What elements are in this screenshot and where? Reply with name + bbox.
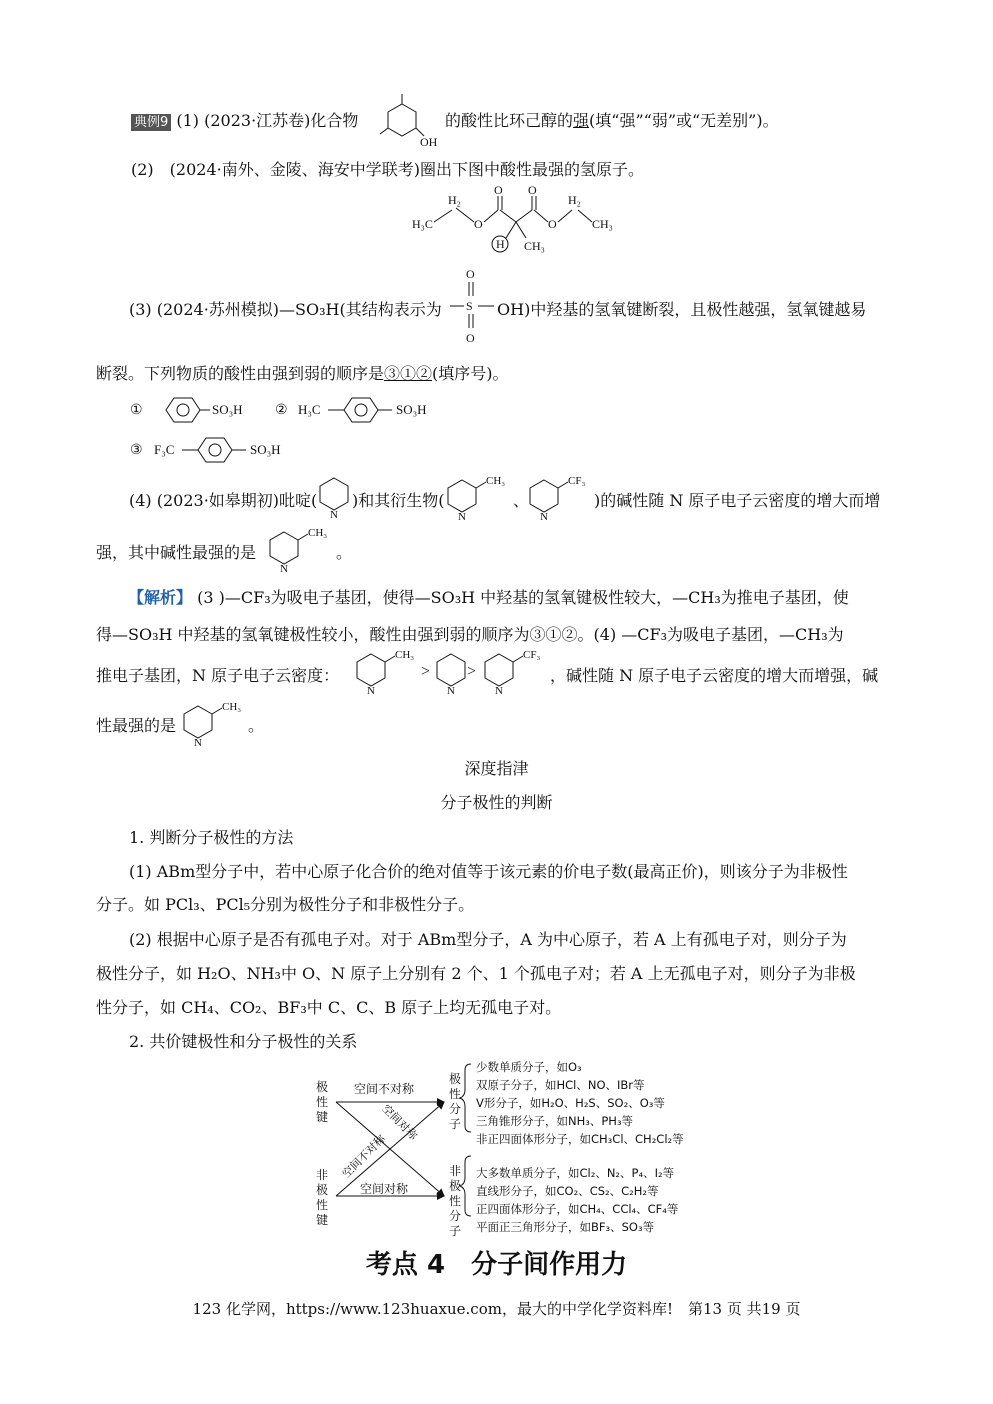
polarity-diagram <box>316 1056 716 1238</box>
guide-p2-l3: 性分子，如 CH₄、CO₂、BF₃中 C、C、B 原子上均无孤电子对。 <box>96 998 562 1017</box>
guide-p1-l1: (1) ABm型分子中，若中心原子化合价的绝对值等于该元素的价电子数(最高正价)，则该分子为非极性 <box>129 862 848 881</box>
ans-ch3: CH₃ <box>308 527 328 539</box>
opt3-group: SO₃H <box>250 442 281 457</box>
page-footer: 123 化学网，https://www.123huaxue.com，最大的中学化学资料库! 第13 页 共19 页 <box>192 1300 801 1318</box>
asym-top-label: 空间不对称 <box>354 1082 415 1096</box>
p3-post: OH)中羟基的氢氧键断裂，且极性越强，氢氧键越易 <box>497 300 867 319</box>
tfp-n: N <box>540 511 548 523</box>
guide-subtitle: 分子极性的判断 <box>440 793 553 812</box>
pyridine-structure <box>316 474 354 520</box>
opt3-left: F₃C <box>154 442 175 457</box>
d2-n: N <box>447 685 455 697</box>
d1-n: N <box>367 685 375 697</box>
guide-heading-2: 2. 共价键极性和分子极性的关系 <box>129 1032 358 1051</box>
o-label-left: O <box>474 217 483 231</box>
polar-examples <box>476 1058 684 1148</box>
analysis-line-1 <box>128 585 849 608</box>
guide-p2-l2: 极性分子，如 H₂O、NH₃中 O、N 原子上分别有 2 个、1 个孤电子对；若 A 上无孤电子对，则分子为非极 <box>96 964 856 983</box>
d3-cf3: CF₃ <box>523 649 541 661</box>
s-o-bottom: O <box>466 331 475 345</box>
a4-n: N <box>194 737 202 749</box>
ch3-bottom: CH₃ <box>524 239 545 253</box>
opt3-num: ③ <box>130 443 143 458</box>
polar-example: 少数单质分子，如O₃ <box>476 1060 582 1074</box>
p4-end: 。 <box>336 543 353 562</box>
h2-label: H₂ <box>448 193 461 207</box>
analysis-l1: (3 )—CF₃为吸电子基团，使得—SO₃H 中羟基的氢氧键极性较大，—CH₃为推电子基团，使 <box>197 588 849 607</box>
polar-example: 三角锥形分子，如NH₃、PH₃等 <box>476 1114 634 1128</box>
analysis-answer-structure <box>180 700 252 749</box>
o-label-right: O <box>548 217 557 231</box>
sym-bottom-label: 空间对称 <box>360 1182 409 1196</box>
guide-p2-l1: (2) 根据中心原子是否有孤电子对。对于 ABm型分子，A 为中心原子，若 A 上有孤电子对，则分子为 <box>129 930 847 949</box>
analysis-line-3-post: ，碱性随 N 原子电子云密度的增大而增强，碱 <box>550 666 879 685</box>
nonpolar-molecule-label: 非极性分子 <box>449 1164 462 1238</box>
a4-ch3: CH₃ <box>222 701 242 713</box>
ans-n: N <box>280 563 288 575</box>
section-title: 考点 4 分子间作用力 <box>365 1250 628 1280</box>
p3-prefix: (3) (2024·苏州模拟)—SO₃H(其结构表示为 <box>129 300 442 319</box>
p2-text: (2) (2024·南外、金陵、海安中学联考)圈出下图中酸性最强的氢原子。 <box>131 160 644 179</box>
asym-cross-label: 空间不对称 <box>339 1132 388 1181</box>
example-tag: 典例9 <box>131 114 171 131</box>
d3-n: N <box>495 685 503 697</box>
h3c-label: H₃C <box>412 217 433 231</box>
nonpolar-example: 大多数单质分子，如Cl₂、N₂、P₄、I₂等 <box>476 1166 675 1180</box>
p4-pre: (4) (2023·如皋期初)吡啶( <box>129 491 318 510</box>
oh-label: OH <box>420 135 438 149</box>
answer-methylpyridine <box>266 526 338 575</box>
nonpolar-example: 正四面体形分子，如CH₄、CCl₄、CF₄等 <box>476 1202 679 1216</box>
opt1-num: ① <box>130 403 143 418</box>
opt1-group: SO₃H <box>212 402 243 417</box>
methylpyridine-structure <box>444 474 516 523</box>
density-order-structures <box>353 648 551 697</box>
sulfonic-structure <box>448 266 498 344</box>
guide-p1-l2: 分子。如 PCl₃、PCl₅分别为极性分子和非极性分子。 <box>96 895 475 914</box>
carbonyl-o-right: O <box>528 183 537 197</box>
gt-1: > <box>421 663 431 680</box>
pyridine-n: N <box>330 509 338 521</box>
circled-h: H <box>496 237 505 251</box>
nonpolar-bond-label: 非极性键 <box>316 1168 329 1227</box>
p1-prefix: (1) (2023·江苏卷)化合物 <box>176 111 359 130</box>
dimethylphenol-structure <box>372 92 442 148</box>
polar-example: V形分子，如H₂O、H₂S、SO₂、O₃等 <box>476 1096 665 1110</box>
polar-bond-label: 极性键 <box>316 1080 329 1124</box>
malonate-structure <box>412 183 622 256</box>
opt2-left: H₃C <box>298 402 321 417</box>
p4-post: )的碱性随 N 原子电子云密度的增大而增 <box>594 491 881 510</box>
nonpolar-examples <box>476 1164 678 1236</box>
example-line-1 <box>131 108 358 131</box>
s-o-top: O <box>466 267 475 281</box>
analysis-line-4-pre: 性最强的是 <box>96 716 177 735</box>
p3-answer: ③①② <box>384 364 433 383</box>
gt-2: > <box>467 663 477 680</box>
polar-molecule-label: 极性分子 <box>449 1072 462 1131</box>
p4-sep: 、 <box>513 491 530 510</box>
p3-line2-pre: 断裂。下列物质的酸性由强到弱的顺序是 <box>96 364 385 383</box>
p1-answer: 强 <box>573 111 590 130</box>
mp-n: N <box>458 511 466 523</box>
h2-label-right: H₂ <box>568 193 581 207</box>
p3-line2 <box>96 361 509 384</box>
polar-example: 双原子分子，如HCl、NO、IBr等 <box>476 1078 645 1092</box>
p1-end: (填“强”“弱”或“无差别”)。 <box>589 111 779 130</box>
tfp-cf3: CF₃ <box>568 475 586 487</box>
carbonyl-o-left: O <box>494 183 503 197</box>
trifluoromethylpyridine-structure <box>526 474 596 523</box>
sym-cross-label: 空间对称 <box>379 1102 420 1143</box>
p1-post: 的酸性比环己醇的 <box>445 111 574 130</box>
analysis-line-4-end: 。 <box>248 716 265 735</box>
p3-line2-post: (填序号)。 <box>432 364 509 383</box>
guide-title: 深度指津 <box>464 759 529 778</box>
s-atom: S <box>466 299 473 313</box>
opt2-num: ② <box>275 403 288 418</box>
ch3-right: CH₃ <box>592 217 613 231</box>
mp-ch3: CH₃ <box>486 475 506 487</box>
polar-example: 非正四面体形分子，如CH₃Cl、CH₂Cl₂等 <box>476 1132 684 1146</box>
p4-mid: )和其衍生物( <box>352 491 445 510</box>
d1-ch3: CH₃ <box>395 649 415 661</box>
opt2-group: SO₃H <box>396 402 427 417</box>
guide-heading-1: 1. 判断分子极性的方法 <box>129 828 294 847</box>
nonpolar-example: 平面正三角形分子，如BF₃、SO₃等 <box>476 1220 655 1234</box>
options-structures <box>130 392 470 472</box>
p4-line2: 强，其中碱性最强的是 <box>96 543 257 562</box>
nonpolar-example: 直线形分子，如CO₂、CS₂、C₂H₂等 <box>476 1184 659 1198</box>
analysis-label: 【解析】 <box>128 588 193 607</box>
p1-rest <box>445 108 779 131</box>
analysis-line-2: 得—SO₃H 中羟基的氢氧键极性较小，酸性由强到弱的顺序为③①②。(4) —CF₃为吸电子基团，—CH₃为 <box>96 625 844 644</box>
analysis-line-3-pre: 推电子基团，N 原子电子云密度： <box>96 666 340 685</box>
